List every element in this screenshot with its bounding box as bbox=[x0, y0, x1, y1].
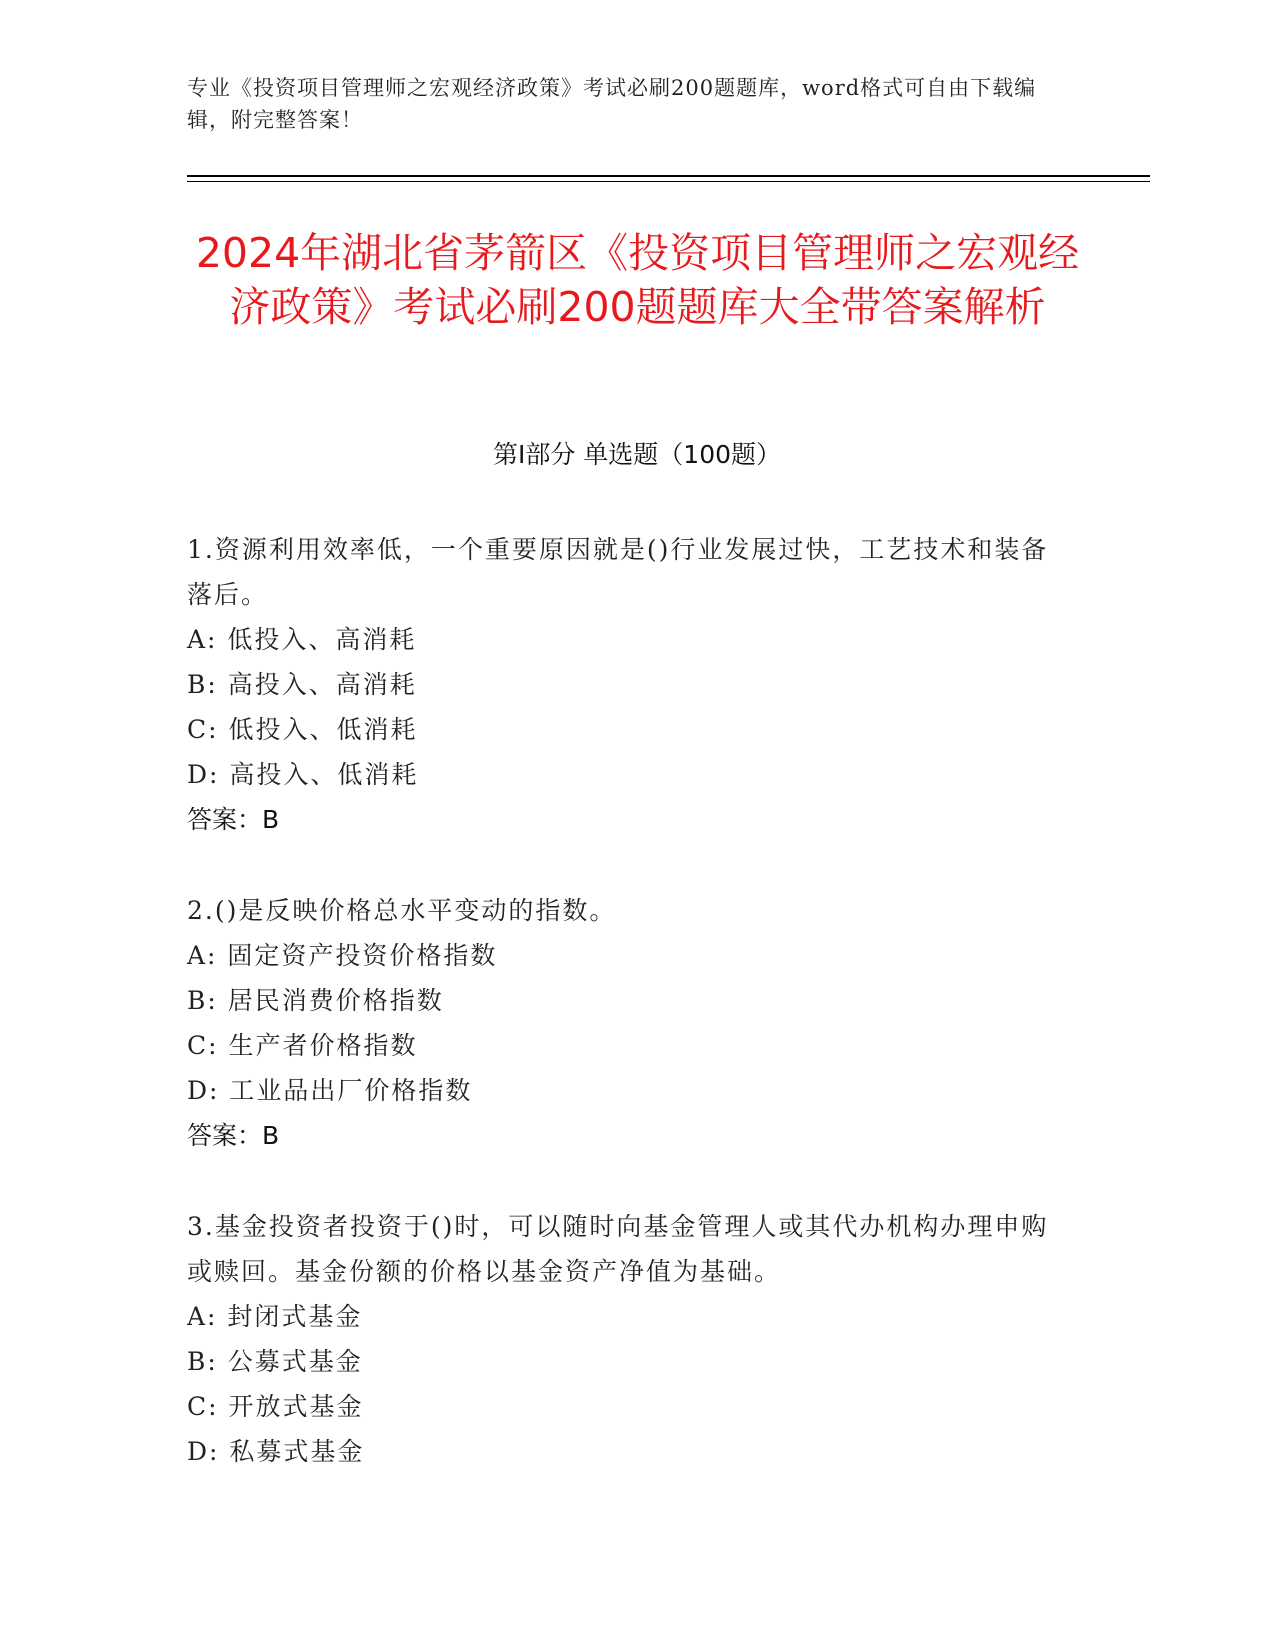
option-c: C: 开放式基金 bbox=[187, 1392, 364, 1421]
question-3 bbox=[187, 1204, 1067, 1474]
section-heading: 第Ⅰ部分 单选题（100题） bbox=[492, 440, 782, 469]
option-c: C: 低投入、低消耗 bbox=[187, 715, 418, 744]
question-2 bbox=[187, 888, 1067, 1158]
question-stem: 2.()是反映价格总水平变动的指数。 bbox=[187, 896, 617, 925]
question-1 bbox=[187, 527, 1067, 842]
header-divider-thick bbox=[187, 175, 1150, 177]
option-b: B: 公募式基金 bbox=[187, 1347, 363, 1376]
option-b: B: 居民消费价格指数 bbox=[187, 986, 444, 1015]
option-a: A: 封闭式基金 bbox=[187, 1302, 363, 1331]
option-d: D: 私募式基金 bbox=[187, 1437, 365, 1466]
option-a: A: 低投入、高消耗 bbox=[187, 625, 417, 654]
question-stem: 1.资源利用效率低，一个重要原因就是()行业发展过快，工艺技术和装备落后。 bbox=[187, 535, 1049, 609]
option-d: D: 高投入、低消耗 bbox=[187, 760, 419, 789]
question-list bbox=[187, 527, 1067, 1474]
header-divider-thin bbox=[187, 181, 1150, 182]
option-c: C: 生产者价格指数 bbox=[187, 1031, 418, 1060]
answer-line: 答案：B bbox=[187, 1121, 280, 1150]
answer-line: 答案：B bbox=[187, 805, 280, 834]
option-b: B: 高投入、高消耗 bbox=[187, 670, 417, 699]
document-title: 2024年湖北省茅箭区《投资项目管理师之宏观经济政策》考试必刷200题题库大全带答案解析 bbox=[195, 229, 1080, 331]
question-stem: 3.基金投资者投资于()时，可以随时向基金管理人或其代办机构办理申购或赎回。基金份额的价格以基金资产净值为基础。 bbox=[187, 1212, 1049, 1286]
header-note: 专业《投资项目管理师之宏观经济政策》考试必刷200题题库，word格式可自由下载编辑，附完整答案！ bbox=[187, 76, 1037, 132]
option-a: A: 固定资产投资价格指数 bbox=[187, 941, 498, 970]
option-d: D: 工业品出厂价格指数 bbox=[187, 1076, 473, 1105]
